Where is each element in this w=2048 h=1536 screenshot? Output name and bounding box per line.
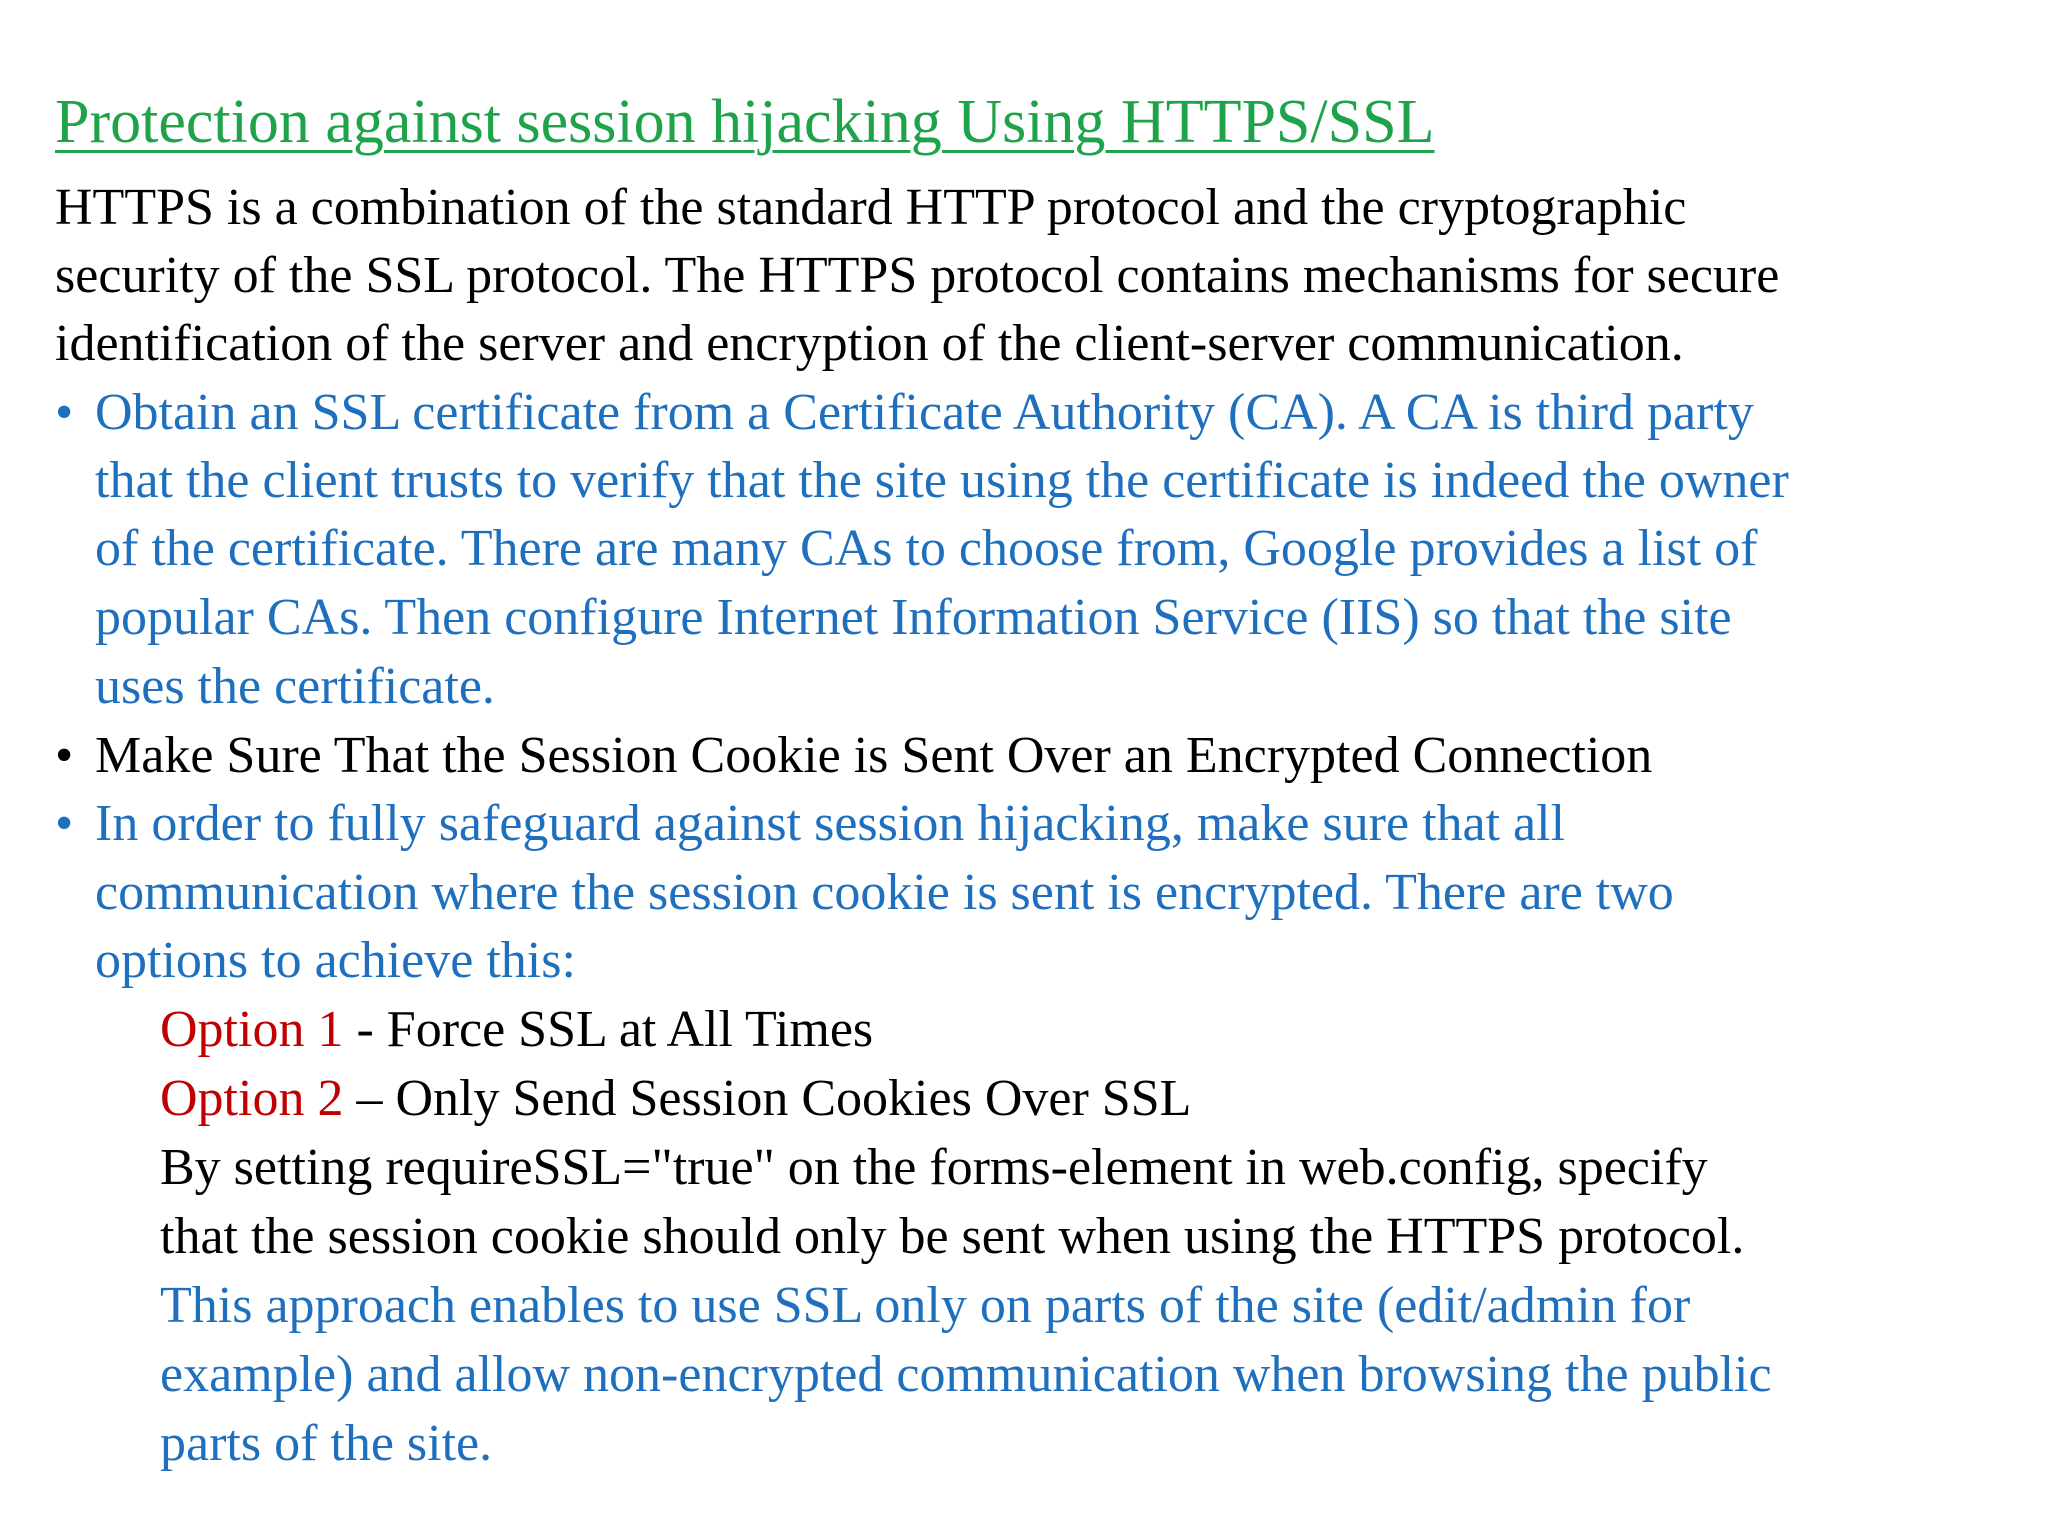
- slide-title: Protection against session hijacking Using HTTPS/SSL: [55, 88, 1435, 156]
- intro-line-3: identification of the server and encryption of the client-server communication.: [55, 315, 1684, 372]
- option-2-detail-line-2: that the session cookie should only be sent when using the HTTPS protocol.: [160, 1208, 1745, 1265]
- bullet-1-line-5: uses the certificate.: [95, 658, 495, 715]
- option-2-text: – Only Send Session Cookies Over SSL: [343, 1070, 1192, 1127]
- bullet-3-line-1: In order to fully safeguard against session hijacking, make sure that all: [95, 795, 1566, 852]
- option-2-note-line-2: example) and allow non-encrypted communication when browsing the public: [160, 1346, 1772, 1403]
- bullet-2-marker: •: [55, 727, 74, 784]
- bullet-3-line-3: options to achieve this:: [95, 932, 576, 989]
- option-1-label: Option 1: [160, 1001, 344, 1058]
- bullet-1-marker: •: [55, 384, 74, 441]
- option-2-detail-line-1: By setting requireSSL="true" on the forms-element in web.config, specify: [160, 1139, 1708, 1196]
- intro-line-2: security of the SSL protocol. The HTTPS protocol contains mechanisms for secure: [55, 247, 1780, 304]
- bullet-1-line-4: popular CAs. Then configure Internet Information Service (IIS) so that the site: [95, 589, 1732, 646]
- intro-line-1: HTTPS is a combination of the standard HTTP protocol and the cryptographic: [55, 179, 1687, 236]
- option-2: [160, 1067, 1191, 1131]
- bullet-1-line-2: that the client trusts to verify that the site using the certificate is indeed the owner: [95, 452, 1789, 509]
- option-1-text: - Force SSL at All Times: [343, 1001, 874, 1058]
- option-2-note-line-1: This approach enables to use SSL only on parts of the site (edit/admin for: [160, 1277, 1691, 1334]
- bullet-1-line-3: of the certificate. There are many CAs to choose from, Google provides a list of: [95, 520, 1758, 577]
- bullet-3-line-2: communication where the session cookie is sent is encrypted. There are two: [95, 864, 1674, 921]
- option-1: [160, 998, 873, 1062]
- bullet-2-line: Make Sure That the Session Cookie is Sent Over an Encrypted Connection: [95, 727, 1653, 784]
- bullet-1-line-1: Obtain an SSL certificate from a Certificate Authority (CA). A CA is third party: [95, 384, 1754, 441]
- option-2-note-line-3: parts of the site.: [160, 1415, 493, 1472]
- bullet-3-marker: •: [55, 795, 74, 852]
- option-2-label: Option 2: [160, 1070, 344, 1127]
